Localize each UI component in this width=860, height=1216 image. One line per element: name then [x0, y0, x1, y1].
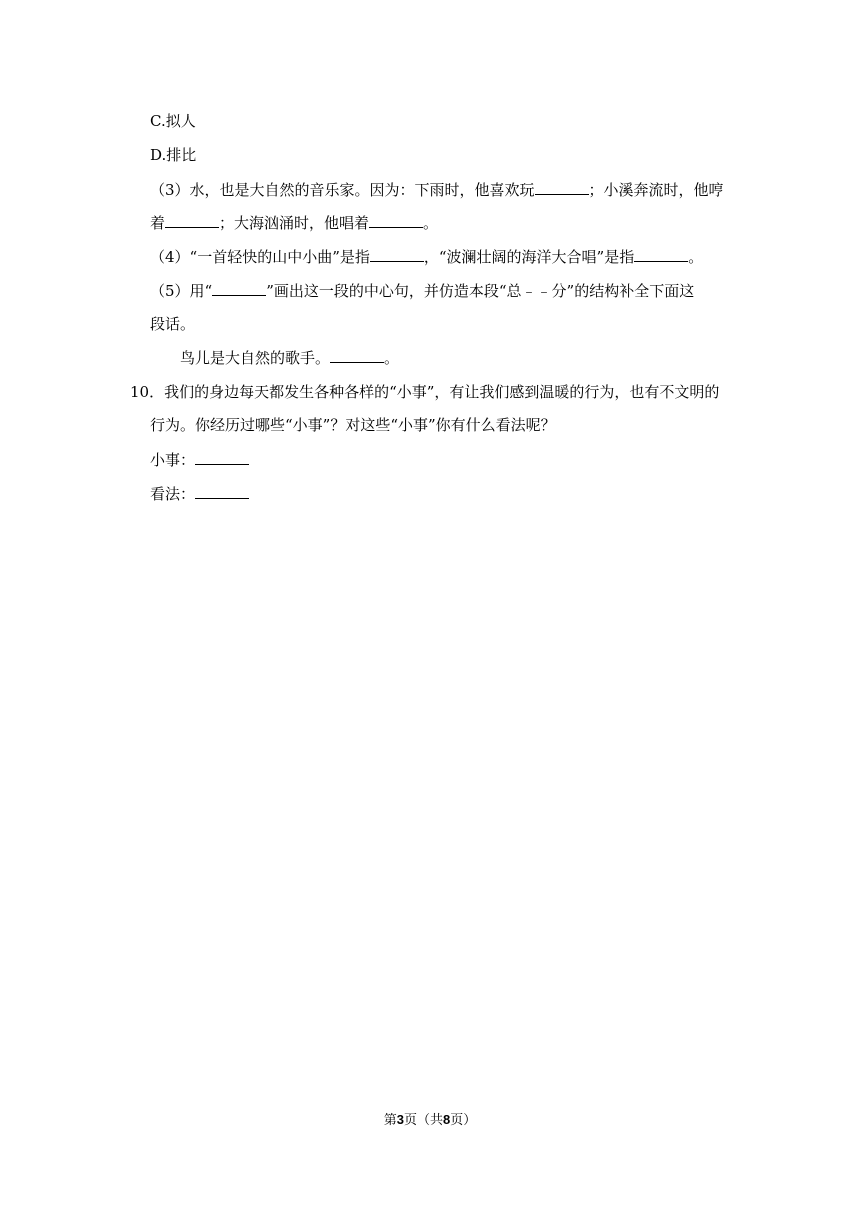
question-5-line-2: 段话。	[150, 315, 196, 333]
question-number: 10．	[130, 383, 165, 401]
footer-middle: 页（共	[403, 1113, 443, 1128]
opinion-answer-blank[interactable]	[195, 484, 249, 499]
question-4-text-c: 。	[688, 248, 704, 266]
question-5-prompt: 鸟儿是大自然的歌手。	[180, 349, 331, 367]
question-10-line-2: 行为。你经历过哪些“小事”？对这些“小事”你有什么看法呢？	[150, 416, 556, 434]
question-4-text-a: （4）“一首轻快的山中小曲”是指	[150, 248, 370, 266]
question-3-text-e: 。	[423, 214, 439, 232]
question-5-text-a: （5）用“	[150, 282, 213, 300]
question-4-line	[150, 247, 703, 267]
question-10-line-1	[130, 382, 719, 402]
total-page-number: 8	[443, 1112, 451, 1127]
question-3-text-b: ；小溪奔流时，他哼	[588, 181, 724, 199]
question-10-text: 我们的身边每天都发生各种各样的“小事”，有让我们感到温暖的行为，也有不文明的	[164, 383, 720, 401]
question-3-line-2	[150, 213, 438, 233]
question-4-text-b: ，“波澜壮阔的海洋大合唱”是指	[423, 248, 635, 266]
answer-blank[interactable]	[535, 180, 589, 195]
incident-line	[150, 450, 249, 470]
opinion-label: 看法：	[150, 485, 196, 503]
footer-suffix: 页）	[450, 1113, 477, 1128]
footer-prefix: 第	[383, 1113, 397, 1128]
question-5-text-b: ”画出这一段的中心句，并仿造本段“总﹣﹣分”的结构补全下面这	[266, 282, 695, 300]
answer-blank[interactable]	[212, 281, 266, 296]
question-5-end: 。	[384, 349, 400, 367]
answer-blank[interactable]	[369, 213, 423, 228]
page-footer	[0, 1111, 860, 1130]
incident-label: 小事：	[150, 451, 196, 469]
answer-blank[interactable]	[634, 247, 688, 262]
question-3-text-d: ；大海汹涌时，他唱着	[219, 214, 370, 232]
question-3-text-a: （3）水，也是大自然的音乐家。因为：下雨时，他喜欢玩	[150, 181, 535, 199]
question-5-line-1	[150, 281, 694, 301]
question-5-prompt-line	[180, 348, 399, 368]
question-3-text-c: 着	[150, 214, 166, 232]
incident-answer-blank[interactable]	[195, 450, 249, 465]
current-page-number: 3	[396, 1112, 404, 1127]
answer-blank[interactable]	[330, 348, 384, 363]
answer-blank[interactable]	[165, 213, 219, 228]
question-3-line-1	[150, 180, 724, 200]
opinion-line	[150, 484, 249, 504]
option-d: D.排比	[150, 146, 197, 164]
answer-blank[interactable]	[370, 247, 424, 262]
option-c: C.拟人	[150, 112, 196, 130]
